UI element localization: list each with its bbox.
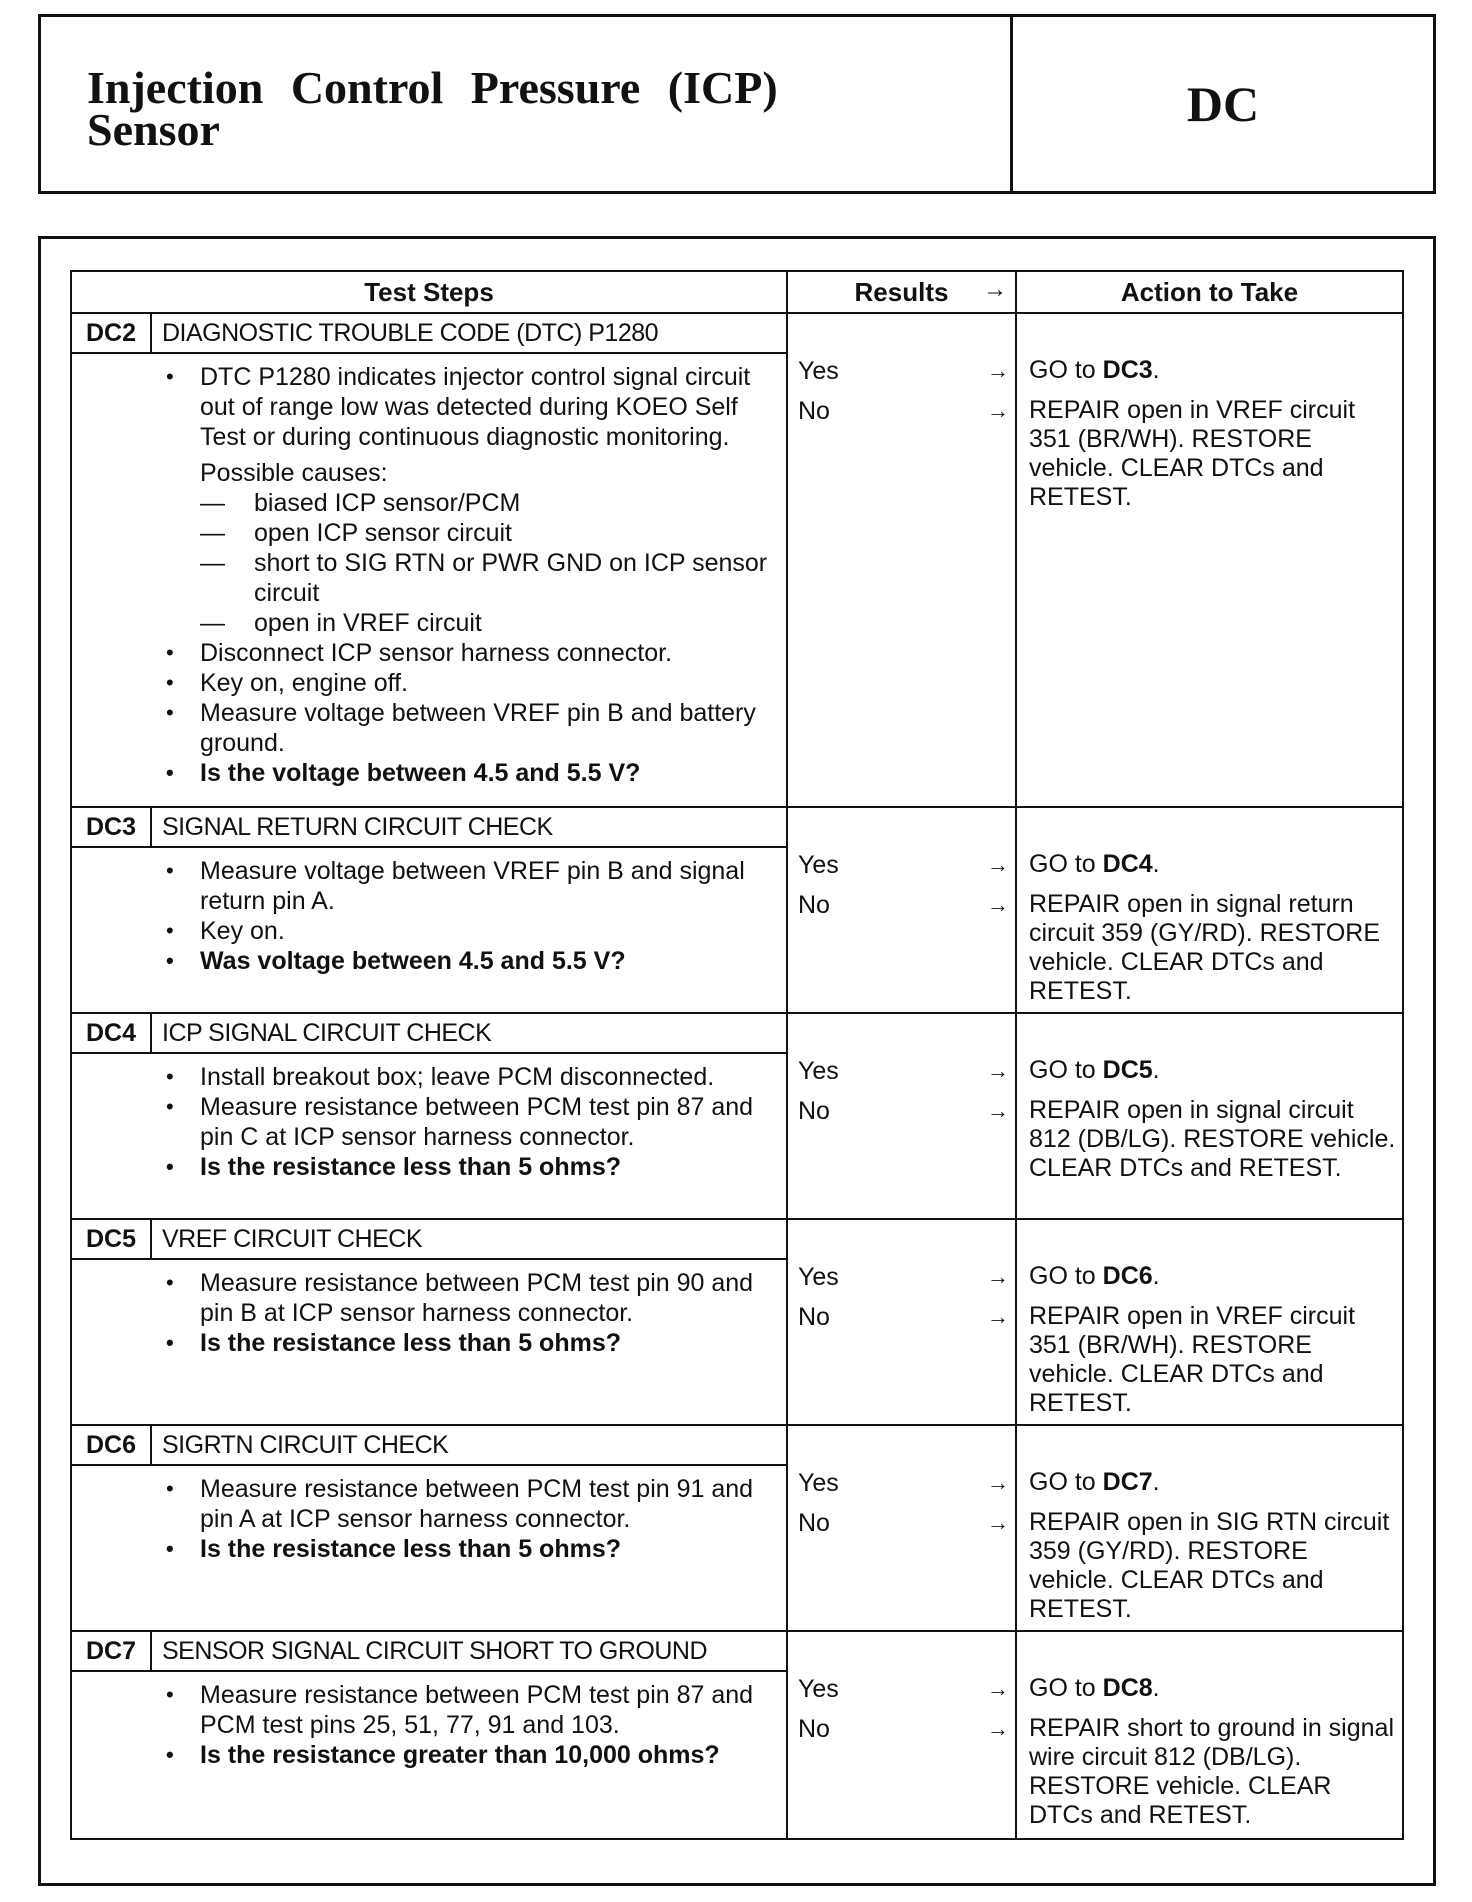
table-row: [72, 1632, 1402, 1838]
step-bullet-list: [162, 362, 776, 452]
page-title-line-1: Injection Control Pressure (ICP): [87, 62, 778, 113]
step-bullet: • Measure resistance between PCM test pin 91 and pin A at ICP sensor harness connector.: [162, 1474, 776, 1534]
arrow-icon: →: [987, 1676, 1009, 1701]
action-yes-period: .: [1152, 1262, 1160, 1290]
result-no: [788, 396, 1015, 436]
step-bullet-list: [162, 1062, 776, 1182]
result-no: [788, 1302, 1015, 1342]
action-yes-period: .: [1152, 1468, 1160, 1496]
action-yes-prefix: GO to: [1029, 1262, 1103, 1290]
step-header: [72, 808, 786, 848]
step-question: • Is the resistance less than 5 ohms?: [162, 1328, 776, 1358]
arrow-icon: →: [987, 892, 1009, 917]
result-no-label: No: [798, 1715, 830, 1743]
possible-cause-item: — open ICP sensor circuit: [200, 518, 776, 548]
arrow-icon: →: [987, 1716, 1009, 1741]
test-steps-table: [70, 270, 1404, 1840]
step-bullet: • Key on, engine off.: [162, 668, 776, 698]
table-row: [72, 808, 1402, 1014]
result-yes: [788, 1468, 1015, 1508]
action-cell: [1017, 314, 1402, 806]
possible-cause-item: — open in VREF circuit: [200, 608, 776, 638]
table-row: [72, 314, 1402, 808]
action-yes-target: DC6: [1102, 1262, 1153, 1290]
action-yes: [1029, 1674, 1396, 1714]
step-bullet: • DTC P1280 indicates injector control signal circuit out of range low was detected during KOEO Self Test or during continuous diagnostic monitoring.: [162, 362, 776, 452]
step-header: [72, 1220, 786, 1260]
action-no: REPAIR open in VREF circuit 351 (BR/WH). RESTORE vehicle. CLEAR DTCs and RETEST.: [1029, 1302, 1356, 1417]
section-code: DC: [1186, 76, 1260, 132]
result-yes: [788, 850, 1015, 890]
column-header-action: Action to Take: [1120, 276, 1299, 307]
action-yes-target: DC7: [1102, 1468, 1153, 1496]
arrow-icon: →: [987, 1058, 1009, 1083]
action-yes: [1029, 356, 1396, 396]
arrow-icon: →: [987, 1304, 1009, 1329]
step-bullet-list: [162, 638, 776, 788]
test-steps-cell: [72, 1426, 788, 1630]
possible-causes: [162, 458, 776, 638]
step-title: DIAGNOSTIC TROUBLE CODE (DTC) P1280: [162, 318, 659, 347]
step-title: SENSOR SIGNAL CIRCUIT SHORT TO GROUND: [162, 1636, 708, 1665]
results-cell: [788, 1426, 1017, 1630]
page-title-line-2: Sensor: [87, 104, 220, 155]
step-body: [72, 1466, 786, 1630]
possible-cause-item: — biased ICP sensor/PCM: [200, 488, 776, 518]
action-cell: [1017, 1426, 1402, 1630]
results-cell: [788, 808, 1017, 1012]
column-header-results-label: Results: [854, 276, 949, 307]
step-bullet: • Install breakout box; leave PCM disconnected.: [162, 1062, 776, 1092]
step-question: • Was voltage between 4.5 and 5.5 V?: [162, 946, 776, 976]
action-yes-prefix: GO to: [1029, 850, 1103, 878]
result-no-label: No: [798, 397, 830, 425]
action-cell: [1017, 808, 1402, 1012]
arrow-icon: →: [983, 276, 1007, 303]
result-yes-label: Yes: [798, 851, 839, 879]
action-yes-target: DC8: [1102, 1674, 1153, 1702]
action-no: REPAIR open in signal circuit 812 (DB/LG). RESTORE vehicle. CLEAR DTCs and RETEST.: [1029, 1096, 1396, 1182]
step-id: DC5: [72, 1220, 152, 1258]
test-steps-cell: [72, 1220, 788, 1424]
result-no-label: No: [798, 891, 830, 919]
result-no: [788, 1714, 1015, 1754]
arrow-icon: →: [987, 1470, 1009, 1495]
step-header: [72, 1426, 786, 1466]
results-cell: [788, 1014, 1017, 1218]
possible-causes-label: Possible causes:: [200, 459, 388, 487]
possible-cause-item: — short to SIG RTN or PWR GND on ICP sensor circuit: [200, 548, 776, 608]
result-no: [788, 890, 1015, 930]
results-cell: [788, 1632, 1017, 1838]
step-body: [72, 848, 786, 1012]
action-yes-prefix: GO to: [1029, 356, 1103, 384]
step-bullet: • Measure resistance between PCM test pin 90 and pin B at ICP sensor harness connector.: [162, 1268, 776, 1328]
result-yes-label: Yes: [798, 1469, 839, 1497]
step-bullet-list: [162, 1680, 776, 1770]
test-steps-cell: [72, 1632, 788, 1838]
action-yes: [1029, 850, 1396, 890]
step-body: [72, 1054, 786, 1218]
step-bullet: • Disconnect ICP sensor harness connector.: [162, 638, 776, 668]
action-no: REPAIR open in signal return circuit 359 (GY/RD). RESTORE vehicle. CLEAR DTCs and RETEST.: [1029, 890, 1381, 1005]
result-no: [788, 1508, 1015, 1548]
action-yes-period: .: [1152, 850, 1160, 878]
step-title: ICP SIGNAL CIRCUIT CHECK: [162, 1018, 492, 1047]
table-row: [72, 1220, 1402, 1426]
action-yes: [1029, 1262, 1396, 1302]
page-title: [41, 17, 1013, 191]
step-id: DC4: [72, 1014, 152, 1052]
step-bullet-list: [162, 856, 776, 976]
step-header: [72, 1632, 786, 1672]
step-header: [72, 1014, 786, 1054]
step-bullet-list: [162, 1474, 776, 1564]
test-steps-cell: [72, 808, 788, 1012]
page-header: [38, 14, 1436, 194]
arrow-icon: →: [987, 1098, 1009, 1123]
step-bullet: • Key on.: [162, 916, 776, 946]
step-id: DC3: [72, 808, 152, 846]
action-no: REPAIR open in SIG RTN circuit 359 (GY/RD). RESTORE vehicle. CLEAR DTCs and RETEST.: [1029, 1508, 1390, 1623]
step-bullet: • Measure resistance between PCM test pin 87 and PCM test pins 25, 51, 77, 91 and 103.: [162, 1680, 776, 1740]
result-no-label: No: [798, 1303, 830, 1331]
action-cell: [1017, 1632, 1402, 1838]
results-cell: [788, 1220, 1017, 1424]
test-steps-cell: [72, 1014, 788, 1218]
action-yes-prefix: GO to: [1029, 1674, 1103, 1702]
arrow-icon: →: [987, 358, 1009, 383]
action-yes-target: DC5: [1102, 1056, 1153, 1084]
step-title: VREF CIRCUIT CHECK: [162, 1224, 423, 1253]
result-yes-label: Yes: [798, 1675, 839, 1703]
test-steps-cell: [72, 314, 788, 806]
result-yes: [788, 1262, 1015, 1302]
arrow-icon: →: [987, 398, 1009, 423]
result-yes: [788, 356, 1015, 396]
table-row: [72, 1426, 1402, 1632]
step-title: SIGNAL RETURN CIRCUIT CHECK: [162, 812, 553, 841]
step-bullet: • Measure voltage between VREF pin B and battery ground.: [162, 698, 776, 758]
step-question: • Is the resistance less than 5 ohms?: [162, 1534, 776, 1564]
step-question: • Is the resistance greater than 10,000 ohms?: [162, 1740, 776, 1770]
action-yes: [1029, 1056, 1396, 1096]
action-yes-period: .: [1152, 1056, 1160, 1084]
step-bullet-list: [162, 1268, 776, 1358]
step-id: DC7: [72, 1632, 152, 1670]
arrow-icon: →: [987, 1510, 1009, 1535]
result-no: [788, 1096, 1015, 1136]
step-body: [72, 1672, 786, 1838]
action-cell: [1017, 1014, 1402, 1218]
column-header-test-steps: Test Steps: [72, 272, 788, 312]
action-cell: [1017, 1220, 1402, 1424]
result-no-label: No: [798, 1509, 830, 1537]
action-no: REPAIR open in VREF circuit 351 (BR/WH). RESTORE vehicle. CLEAR DTCs and RETEST.: [1029, 396, 1356, 511]
arrow-icon: →: [987, 852, 1009, 877]
step-body: [72, 354, 786, 806]
column-header-results: [788, 272, 1017, 312]
action-yes: [1029, 1468, 1396, 1508]
step-id: DC6: [72, 1426, 152, 1464]
arrow-icon: →: [987, 1264, 1009, 1289]
table-row: [72, 1014, 1402, 1220]
step-bullet: • Measure resistance between PCM test pin 87 and pin C at ICP sensor harness connector.: [162, 1092, 776, 1152]
action-no: REPAIR short to ground in signal wire circuit 812 (DB/LG). RESTORE vehicle. CLEAR DTCs and RETEST.: [1029, 1714, 1395, 1829]
action-yes-target: DC4: [1102, 850, 1153, 878]
action-yes-period: .: [1152, 356, 1160, 384]
result-yes-label: Yes: [798, 1057, 839, 1085]
step-header: [72, 314, 786, 354]
table-header-row: [72, 272, 1402, 314]
step-question: • Is the voltage between 4.5 and 5.5 V?: [162, 758, 776, 788]
action-yes-prefix: GO to: [1029, 1056, 1103, 1084]
action-yes-period: .: [1152, 1674, 1160, 1702]
action-yes-prefix: GO to: [1029, 1468, 1103, 1496]
step-id: DC2: [72, 314, 152, 352]
action-yes-target: DC3: [1102, 356, 1153, 384]
result-yes: [788, 1674, 1015, 1714]
step-body: [72, 1260, 786, 1424]
step-question: • Is the resistance less than 5 ohms?: [162, 1152, 776, 1182]
result-yes-label: Yes: [798, 1263, 839, 1291]
results-cell: [788, 314, 1017, 806]
step-bullet: • Measure voltage between VREF pin B and signal return pin A.: [162, 856, 776, 916]
result-yes: [788, 1056, 1015, 1096]
test-steps-body: [72, 314, 1402, 1838]
step-title: SIGRTN CIRCUIT CHECK: [162, 1430, 449, 1459]
result-no-label: No: [798, 1097, 830, 1125]
result-yes-label: Yes: [798, 357, 839, 385]
